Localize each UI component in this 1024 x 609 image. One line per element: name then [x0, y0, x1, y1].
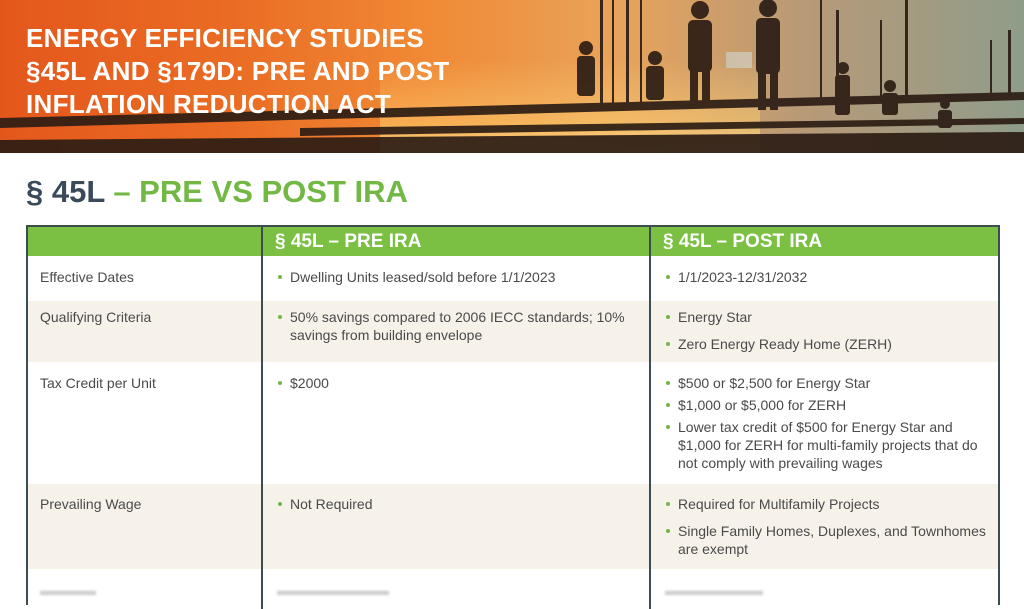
post-ira-cell — [650, 256, 998, 301]
comparison-table — [26, 225, 1000, 605]
header-empty — [28, 227, 262, 256]
bullet-item: Single Family Homes, Duplexes, and Townhomes are exempt — [665, 522, 988, 558]
banner-title-line: §45L AND §179D: PRE AND POST — [26, 56, 450, 86]
post-ira-cell — [650, 301, 998, 362]
header-post-ira: § 45L – POST IRA — [650, 227, 998, 256]
bullet-item: Not Required — [277, 495, 639, 513]
table-header-row — [28, 227, 998, 256]
header-banner — [0, 0, 1024, 153]
cut-off-text: ▬▬▬▬▬▬▬ — [665, 582, 763, 598]
table-row — [28, 484, 998, 569]
row-label: Effective Dates — [40, 269, 134, 285]
table-row-cut-off — [28, 569, 998, 609]
pre-ira-cell — [262, 484, 650, 569]
bullet-item: Zero Energy Ready Home (ZERH) — [665, 335, 988, 353]
header-pre-ira: § 45L – PRE IRA — [262, 227, 650, 256]
bullet-item: Required for Multifamily Projects — [665, 495, 988, 513]
table-row — [28, 362, 998, 484]
bullet-item: Dwelling Units leased/sold before 1/1/2023 — [277, 268, 639, 286]
row-label: Prevailing Wage — [28, 484, 262, 569]
row-label: Tax Credit per Unit — [40, 375, 156, 391]
banner-title-line: INFLATION REDUCTION ACT — [26, 89, 392, 119]
post-ira-cell — [650, 362, 998, 484]
bullet-item: 1/1/2023-12/31/2032 — [665, 268, 988, 286]
bullet-item: $2000 — [277, 374, 639, 392]
table-row — [28, 256, 998, 301]
pre-ira-cell — [262, 362, 650, 484]
cut-off-text: ▬▬▬▬ — [40, 582, 96, 598]
row-label: Qualifying Criteria — [28, 301, 262, 362]
bullet-item: $1,000 or $5,000 for ZERH — [665, 396, 988, 414]
section-heading-prefix: § 45L — [26, 174, 105, 209]
post-ira-cell — [650, 484, 998, 569]
bullet-item: 50% savings compared to 2006 IECC standards; 10% savings from building envelope — [277, 308, 639, 344]
section-heading — [26, 174, 408, 210]
pre-ira-cell — [262, 301, 650, 362]
table-row — [28, 301, 998, 362]
section-heading-rest: – PRE VS POST IRA — [104, 174, 408, 209]
banner-title — [26, 22, 586, 121]
bullet-item: $500 or $2,500 for Energy Star — [665, 374, 988, 392]
cut-off-text: ▬▬▬▬▬▬▬▬ — [277, 582, 389, 598]
banner-title-line: ENERGY EFFICIENCY STUDIES — [26, 23, 425, 53]
pre-ira-cell — [262, 256, 650, 301]
bullet-item: Energy Star — [665, 308, 988, 326]
bullet-item: Lower tax credit of $500 for Energy Star and $1,000 for ZERH for multi-family projects that do not comply with prevailing wages — [665, 418, 988, 472]
